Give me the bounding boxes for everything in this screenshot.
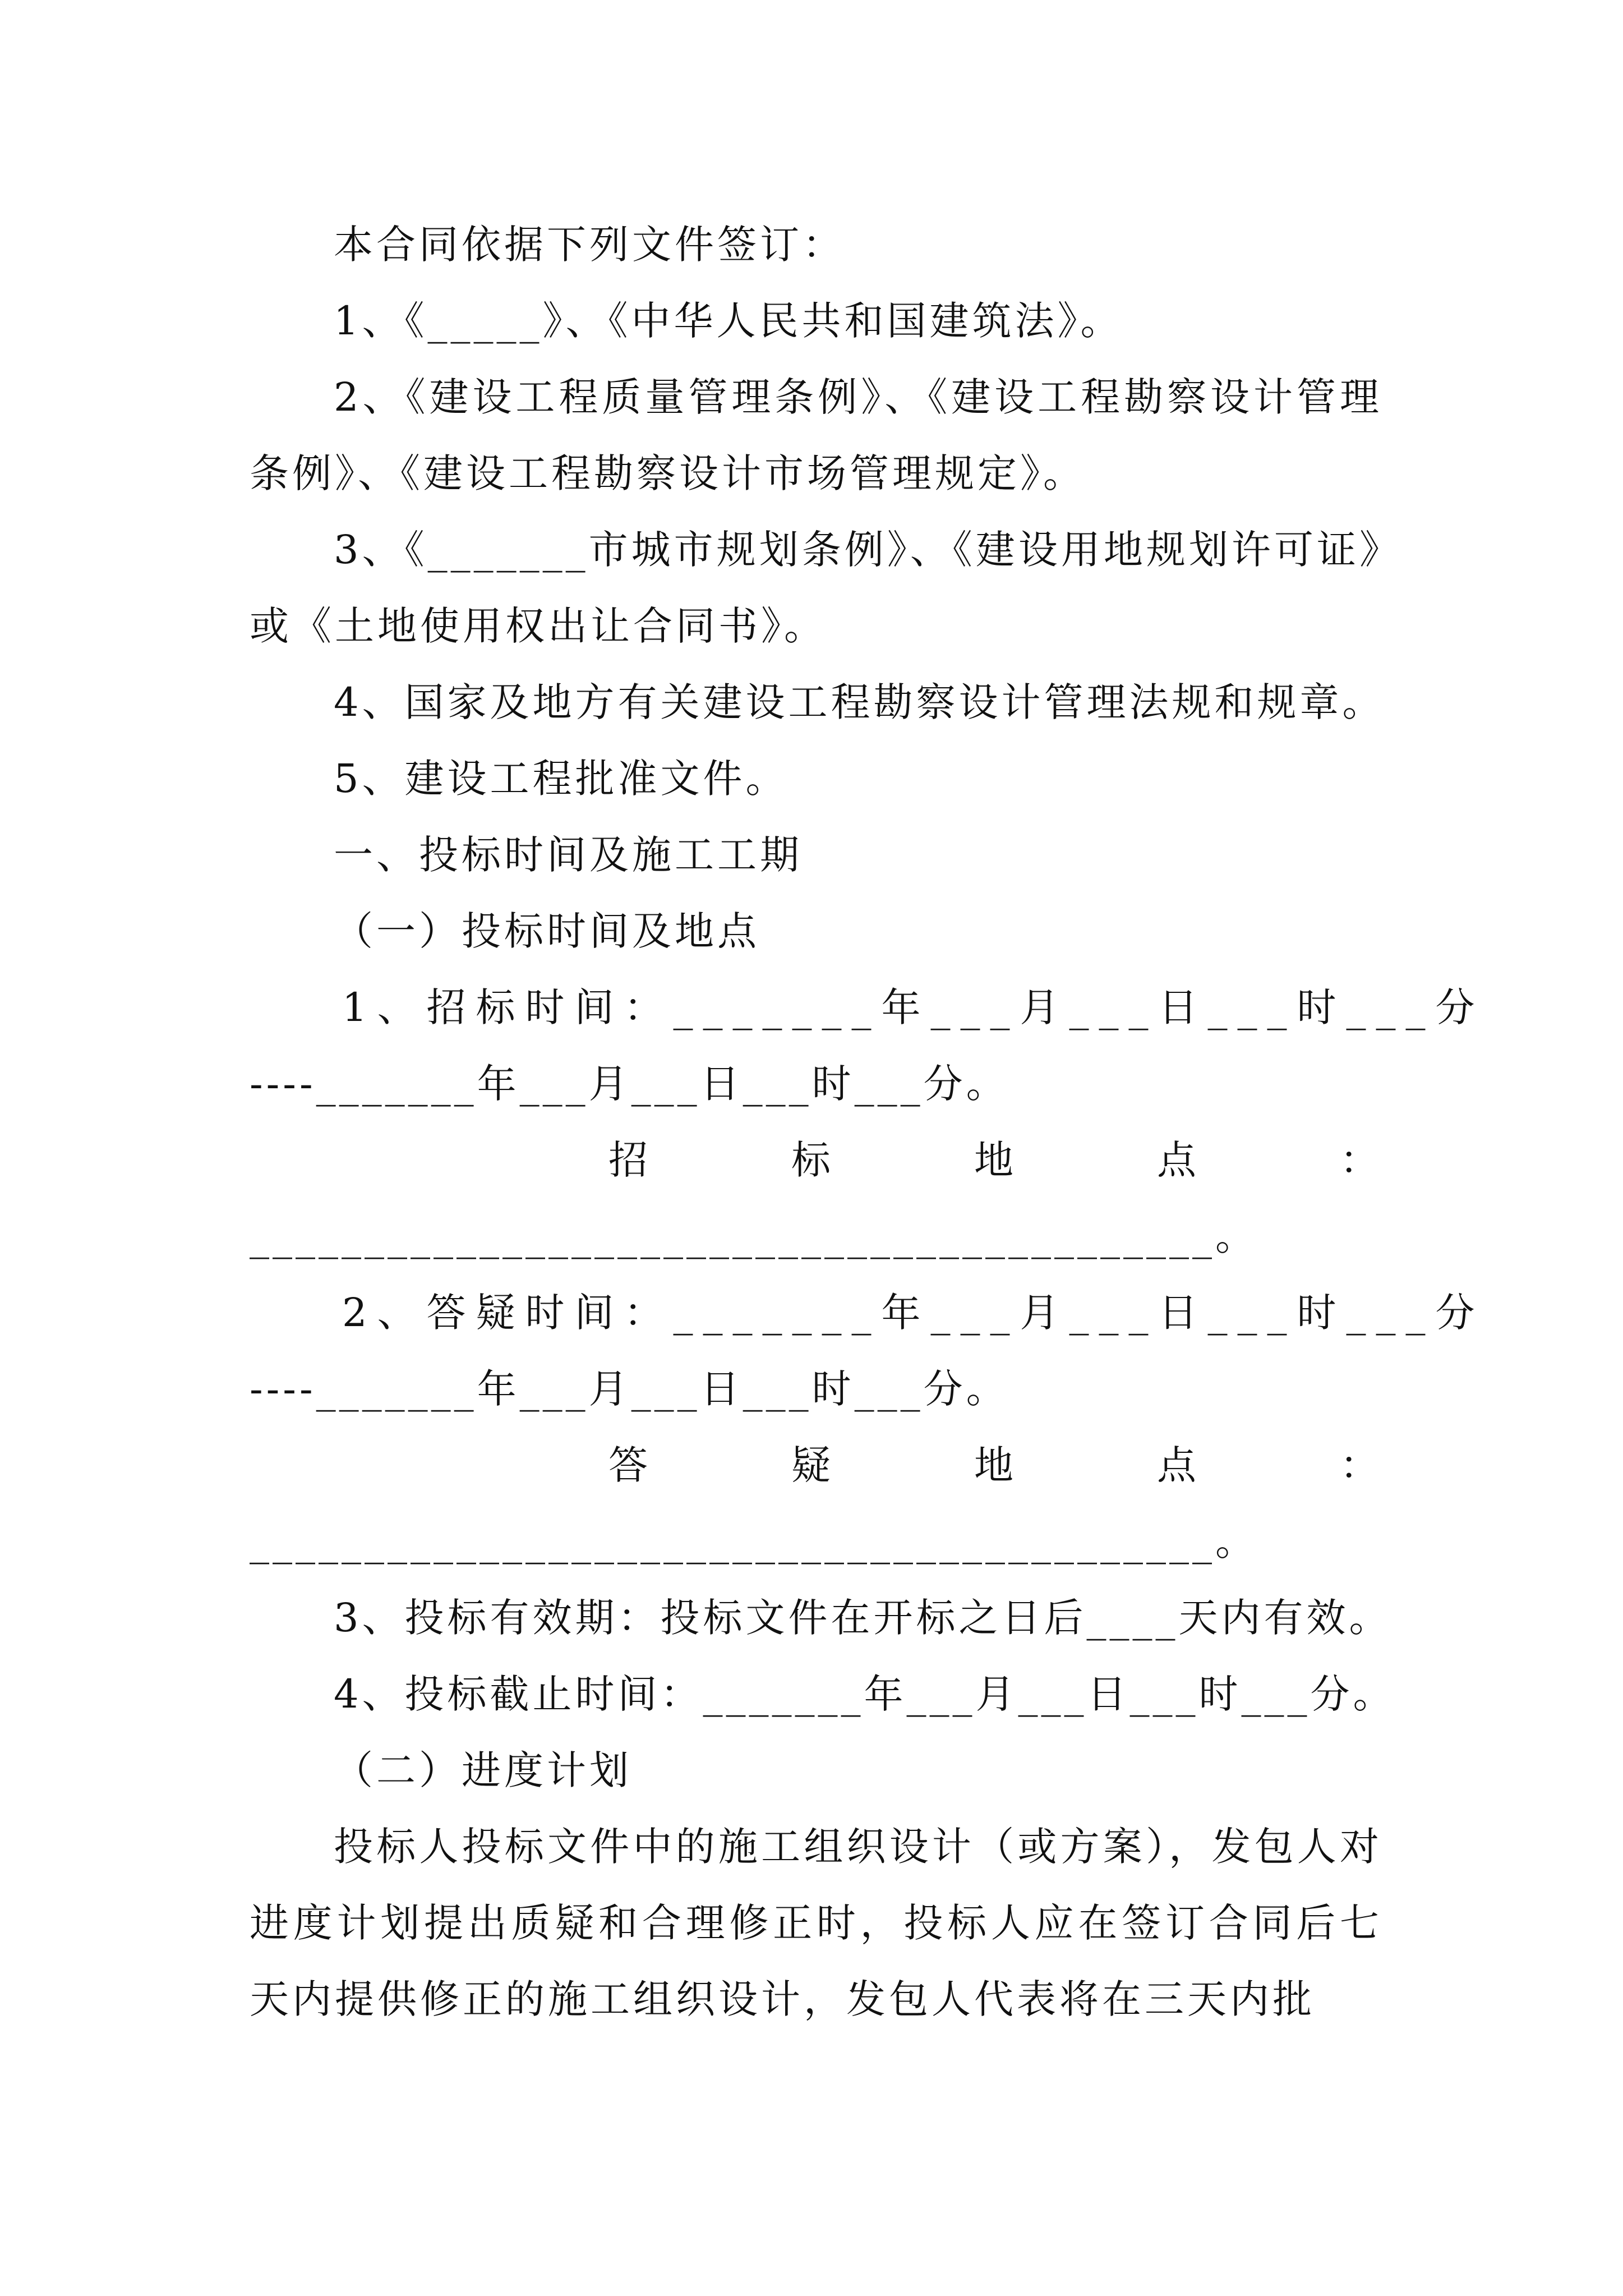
schedule-paragraph: 投标人投标文件中的施工组织设计（或方案），发包人对进度计划提出质疑和合理修正时，投标人应在签订合同后七天内提供修正的施工组织设计，发包人代表将在三天内批 <box>250 1824 1382 2022</box>
qa-place-char: ： <box>1340 1442 1382 1488</box>
validity-line: 3、投标有效期：投标文件在开标之日后____天内有效。 <box>334 1595 1392 1641</box>
qa-time-line-2: ----_______年___月___日___时___分。 <box>250 1366 1009 1412</box>
bid-place-char: 标 <box>791 1137 834 1183</box>
intro-line: 本合同依据下列文件签订： <box>334 222 845 268</box>
basis-item-3: 3、《_______市城市规划条例》、《建设用地规划许可证》或《土地使用权出让合同书》。 <box>250 527 1382 649</box>
section-1-title: 一、投标时间及施工工期 <box>334 832 803 878</box>
bid-place-label <box>250 1122 1382 1198</box>
bid-place-char: 点 <box>1157 1137 1200 1183</box>
qa-place-label <box>250 1427 1382 1503</box>
subsection-2-title: （二）进度计划 <box>334 1747 632 1793</box>
basis-item-5: 5、建设工程批准文件。 <box>334 756 789 802</box>
qa-place-char: 疑 <box>791 1442 834 1488</box>
basis-item-2: 2、《建设工程质量管理条例》、《建设工程勘察设计管理条例》、《建设工程勘察设计市场管理规定》。 <box>250 374 1382 496</box>
basis-item-4: 4、国家及地方有关建设工程勘察设计管理法规和规章。 <box>334 679 1385 725</box>
bid-place-char: 招 <box>608 1137 651 1183</box>
subsection-1-title: （一）投标时间及地点 <box>334 908 760 954</box>
bid-time-line-2: ----_______年___月___日___时___分。 <box>250 1061 1009 1107</box>
qa-place-char: 答 <box>608 1442 651 1488</box>
bid-place-blank: __________________________________________。 <box>250 1213 1258 1259</box>
bid-place-char: 地 <box>974 1137 1017 1183</box>
deadline-line: 4、投标截止时间：_______年___月___日___时___分。 <box>334 1671 1396 1717</box>
document-body <box>250 206 1485 2037</box>
basis-item-1: 1、《_____》、《中华人民共和国建筑法》。 <box>334 298 1123 344</box>
qa-time-line-1: 2、答疑时间：_______年___月___日___时___分 <box>342 1290 1485 1336</box>
qa-place-blank: __________________________________________。 <box>250 1519 1258 1565</box>
bid-place-char: ： <box>1340 1137 1382 1183</box>
qa-place-char: 点 <box>1157 1442 1200 1488</box>
bid-time-line-1: 1、招标时间：_______年___月___日___时___分 <box>342 984 1485 1030</box>
qa-place-char: 地 <box>974 1442 1017 1488</box>
